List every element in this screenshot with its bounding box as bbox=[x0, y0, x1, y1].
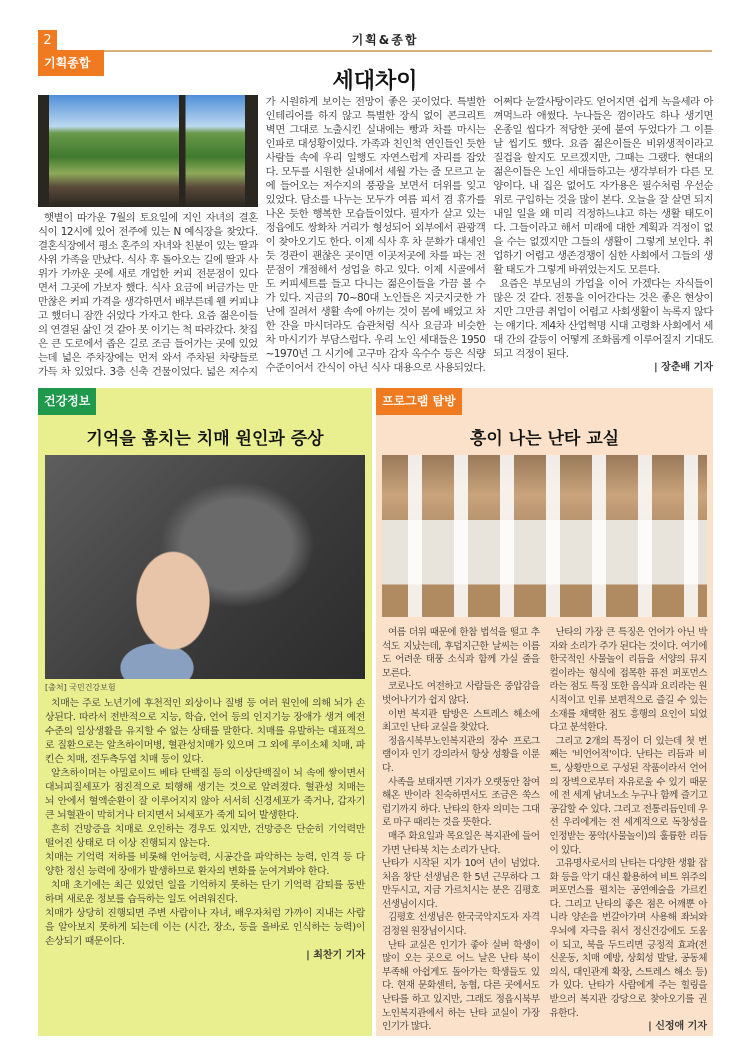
byline: | 최찬기 기자 bbox=[306, 950, 365, 961]
page-number: 2 bbox=[38, 30, 57, 51]
article-paragraph: 사족을 보태자면 기자가 오랫동안 참여해온 반이라 친숙하면서도 조금은 쑥스럽기까지 하다. 난타의 한자 의미는 그대로 마구 때리는 것을 뜻한다. bbox=[382, 776, 540, 829]
article-paragraph: 난타 교실은 인기가 좋아 실버 학생이 많이 오는 곳으로 어느 날은 난타 북이 부족해 아쉽게도 돌아가는 학생들도 있다. 현재 문화센터, 농협, 다른 곳에서도 난타를 하고 있지만, 그래도 정읍시북부노인복지관에서 하는 난타 교실이 가장 인기가 많다. bbox=[382, 939, 540, 1033]
section-tag-program: 프로그램 탐방 bbox=[376, 388, 462, 415]
article-paragraph: 매주 화요일과 목요일은 복지관에 들어가면 난타북 치는 소리가 난다. bbox=[382, 830, 540, 856]
article-paragraph: 김평호 선생님은 한국국악지도자 자격검정원 원장님이시다. bbox=[382, 912, 540, 938]
article-paragraph: 알츠하이머는 아밀로이드 베타 단백질 등의 이상단백질이 뇌 속에 쌓이면서 대뇌피질세포가 점진적으로 퇴행해 생기는 것으로 알려졌다. 혈관성 치매는 뇌 안에서 혈액순환이 잘 이루어지지 않아 서서히 신경세포가 죽거나, 갑자기 큰 뇌혈관이 막히거나 터지면서 뇌세포가 죽게 되어 발생한다. bbox=[45, 768, 365, 821]
image-caption: [출처] 국민건강보험 bbox=[45, 683, 116, 692]
byline: | 신정애 기자 bbox=[648, 1021, 707, 1033]
article-paragraph: 이번 복지관 탐방은 스트레스 해소에 최고인 난타 교실을 찾았다. bbox=[382, 708, 540, 734]
header-divider bbox=[57, 50, 712, 52]
article-generation-gap bbox=[38, 95, 713, 379]
article-nanta bbox=[382, 626, 707, 1034]
article-paragraph: 코로나도 여전하고 사람들은 중압감을 벗어나기가 쉽지 않다. bbox=[382, 681, 540, 706]
article-paragraph: 여름 더위 때문에 한참 법석을 떨고 추석도 지났는데, 후덥지근한 날씨는 이름도 어려운 태풍 소식과 함께 가실 줄을 모른다. bbox=[382, 627, 540, 679]
article-paragraph: 난타가 시작된 지가 10여 년이 넘었다. 처음 창단 선생님은 한 5년 근무하다 그만두시고, 지금 가르치시는 분은 김평호 선생님이시다. bbox=[382, 858, 540, 910]
article-paragraph: 고유명사로서의 난타는 다양한 생활 잡화 등을 악기 대신 활용하여 비트 위주의 퍼포먼스를 펼치는 공연예술을 가르킨다. 그리고 난타의 좋은 점은 어깨뿐 아니라 양손을 번갈아가며 사용해 좌뇌와 우뇌에 자극을 줘서 정신건강에도 도움이 되고, 북을 두드리면 긍정적 효과(전신운동, 치매 예방, 상회성 발달, 공동체의식, 대인관계 확장, 스트레스 해소 등)가 있다. 난타가 사람에게 주는 힐링을 받으러 복지관 강당으로 찾아오기를 권유한다. bbox=[549, 858, 707, 1019]
byline: | 장춘배 기자 bbox=[654, 362, 713, 373]
cafe-view-photo bbox=[38, 95, 258, 207]
article-paragraph: 치매는 주로 노년기에 후천적인 외상이나 질병 등 여러 원인에 의해 뇌가 손상된다. 따라서 전반적으로 지능, 학습, 언어 등의 인지기능 장애가 생겨 예전 수준의 일상생활을 유지할 수 없는 상태를 말한다. 치매를 유발하는 대표적으로 질환으로는 알츠하이머병, 혈관성치매가 있으며 그 외에 루이소체 치매, 파킨슨 치매, 전두측두엽 치매 등이 있다. bbox=[45, 698, 365, 765]
article-title-dementia: 기억을 훔치는 치매 원인과 증상 bbox=[86, 429, 324, 449]
article-paragraph: 그리고 2개의 특징이 더 있는데 첫 번째는 '비언어적'이다. 난타는 리듬과 비트, 상황만으로 구성된 작품이라서 언어의 장벽으로부터 자유로울 수 있기 때문에 전 세계 남녀노소 누구나 함께 즐기고 공감할 수 있다. 그리고 전통리듬인데 우선 우리에게는 전 세계적으로 독창성을 인정받는 풍악(사물놀이)의 훌륭한 리듬이 있다. bbox=[549, 735, 707, 856]
article-dementia bbox=[45, 697, 365, 963]
article-title-generation-gap: 세대차이 bbox=[332, 69, 418, 94]
article-paragraph: 햇볕이 따가운 7월의 토요일에 지인 자녀의 결혼식이 12시에 있어 전주에 있는 N 예식장을 찾았다. 결혼식장에서 평소 혼주의 자녀와 친분이 있는 딸과 사위 가족을 만났다. 식사 후 돌아오는 길에 딸과 사위가 가까운 곳에 새로 개업한 커피 전문점이 있다면서 그곳에 가보자 했다. 식사 요금에 버금가는 만만찮은 커피 가격을 생각하면서 배부른데 웬 커피냐고 했더니 잠깐 쉬었다 가자고 한다. 요즘 젊은이들의 연결된 삶인 것 같아 못 이기는 척 따라갔다. 찻집은 큰 도로에서 좁은 길로 조금 들어가는 곳에 있었는데 넓은 주차장에는 먼저 와서 주차된 차량들로 가득 차 있었다. 3층 신축 건물이었다. 넓은 저수지가 시원하게 보이는 전망이 좋은 곳이었다. 특별한 인테리어를 하지 않고 특별한 장식 없이 콘크리트 벽면 그대로 노출시킨 실내에는 빵과 차를 마시는 인파로 대성황이었다. 가족과 친인척 연인들인 듯한 사람들 속에 우리 일행도 자연스럽게 자리를 잡았다. 모두를 시원한 실내에서 세월 가는 줄 모르고 눈에 들어오는 저수지의 풍광을 보면서 더위를 잊고 있었다. 담소를 나누는 모두가 여름 피서 겸 휴가를 나온 듯한 행복한 모습들이었다. 필자가 살고 있는 정읍에도 쌍화차 거리가 형성되어 외부에서 관광객이 찾아오기도 한다. 이제 식사 후 차 문화가 대세인 듯 경관이 괜찮은 곳이면 이곳저곳에 차를 파는 전문점이 개점해서 성업을 하고 있다. 이제 시골에서도 커피세트를 들고 다니는 젊은이들을 가끔 볼 수가 있다. 지금의 70~80대 노인들은 지긋지긋한 가난에 질려서 생활 속에 아끼는 것이 몸에 배었고 차 한 잔을 마시더라도 습관처럼 식사 요금과 비슷한 차 마시기가 부담스럽다. 우리 노인 세대들은 1950~1970년 그 시기에 고구마 감자 옥수수 등은 식량 수준이어서 간식이 아닌 식사 대용으로 사용되었다. 어쩌다 눈깔사탕이라도 얻어지면 쉽게 녹을세라 아껴먹느라 애썼다. 누나들은 껌이라도 하나 생기면 온종일 씹다가 적당한 곳에 붙여 두었다가 그 이튿날 씹기도 했다. 요즘 젊은이들은 비위생적이라고 질겁을 할지도 모르겠지만, 그때는 그랬다. 현대의 젊은이들은 노인 세대들하고는 생각부터가 다른 모양이다. 내 집은 없어도 자가용은 필수처럼 우선순위로 구입하는 것을 많이 본다. 오늘을 잘 살면 되지 내일 일을 왜 미리 걱정하느냐고 하는 생활 태도이다. 그들이라고 해서 미래에 대한 계획과 걱정이 없을 수는 없겠지만 그들의 생활이 그렇게 보인다. 취업하기 어렵고 생존경쟁이 심한 사회에서 그들의 생활 태도가 그렇게 바뀌었는지도 모른다. bbox=[38, 96, 713, 378]
article-paragraph: 정읍시북부노인복지관의 장수 프로그램이자 인기 강의라서 항상 성황을 이룬다. bbox=[382, 735, 540, 774]
article-paragraph: 흔히 건망증을 치매로 오인하는 경우도 있지만, 건망증은 단순히 기억력만 떨어진 상태로 더 이상 진행되지 않는다. bbox=[45, 824, 365, 849]
article-paragraph: 난타의 가장 큰 특징은 언어가 아닌 박자와 소리가 주가 된다는 것이다. 여기에 한국적인 사물놀이 리듬을 서양의 뮤지컬이라는 형식에 접목한 퓨전 퍼포먼스라는 점도 특징 또한 음식과 요리라는 원시적이고 인류 보편적으로 즐길 수 있는 소재를 채택한 점도 흥행의 요인이 되었다고 분석한다. bbox=[549, 627, 707, 734]
section-tag-planning: 기획종합 bbox=[38, 50, 104, 76]
article-paragraph: 치매가 상당히 진행되면 주변 사람이나 자녀, 배우자처럼 가까이 지내는 사람을 알아보지 못하게 되는데 이는 (시간, 장소, 등을 올바로 인식하는 능력)이 손상되기 때문이다. bbox=[45, 908, 365, 947]
section-tag-health: 건강정보 bbox=[38, 388, 96, 415]
dementia-illustration bbox=[45, 455, 365, 679]
article-paragraph: 치매는 기억력 저하를 비롯해 언어능력, 시공간을 파악하는 능력, 인격 등 다양한 정신 능력에 장애가 발생하므로 환자의 변화를 눈여겨봐야 한다. bbox=[45, 852, 365, 877]
article-paragraph: 요즘은 부모님의 가업을 이어 가겠다는 자식들이 많은 것 같다. 전통을 이어간다는 것은 좋은 현상이지만 그만큼 취업이 어렵고 사회생활이 녹록지 않다는 얘기다. 제4차 산업혁명 시대 고령화 사회에서 세대 간의 갈등이 어떻게 조화롭게 이루어질지 기대도 되고 걱정이 된다. bbox=[493, 278, 713, 360]
article-paragraph: 치매 초기에는 최근 있었던 일을 기억하지 못하는 단기 기억력 감퇴를 동반하며 새로운 정보를 습득하는 일도 어려워진다. bbox=[45, 880, 365, 905]
section-header: 기획&종합 bbox=[351, 33, 419, 47]
article-title-nanta: 흥이 나는 난타 교실 bbox=[469, 429, 620, 449]
nanta-class-group-photo bbox=[382, 455, 707, 617]
